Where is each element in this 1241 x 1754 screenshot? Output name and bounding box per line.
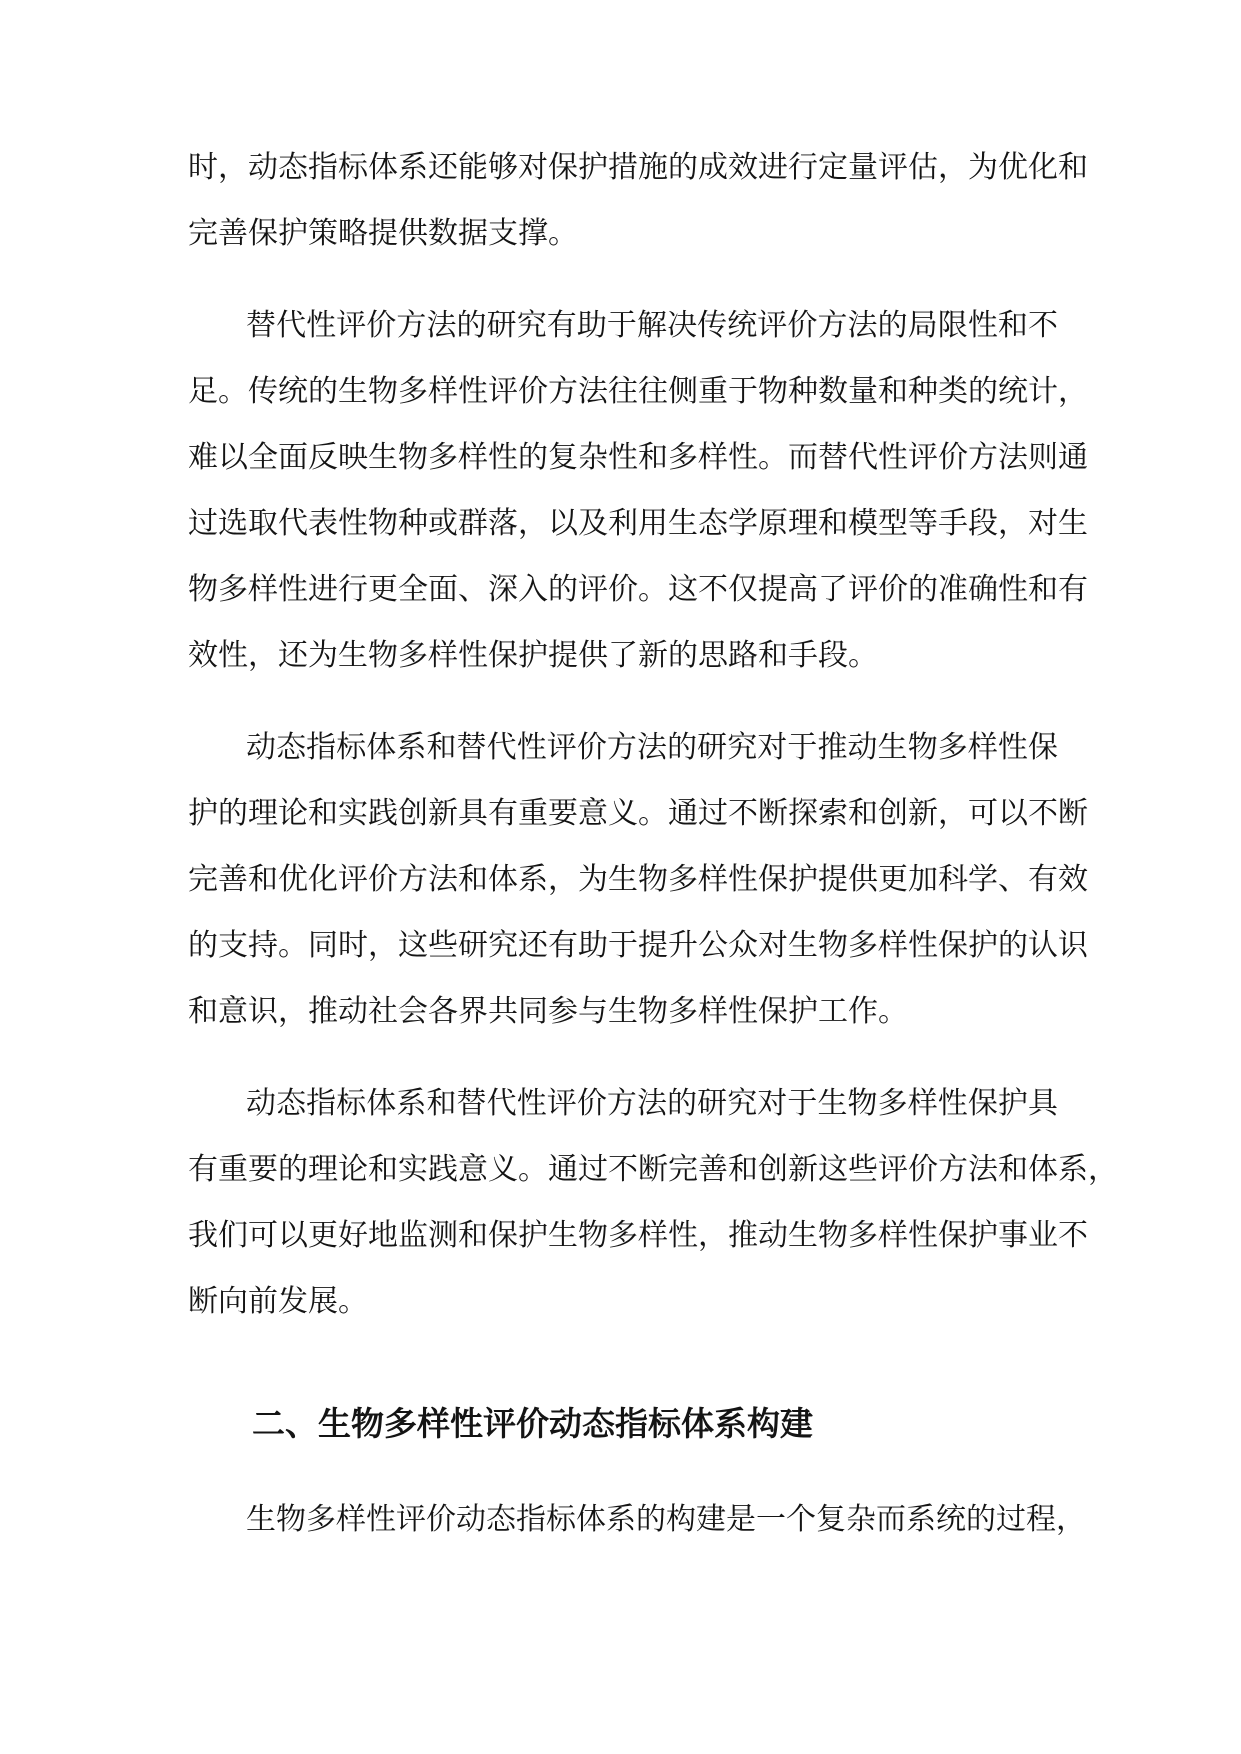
text-line: 时，动态指标体系还能够对保护措施的成效进行定量评估，为优化和 — [188, 150, 1088, 185]
text-line: 动态指标体系和替代性评价方法的研究对于生物多样性保护具 — [246, 1086, 1058, 1121]
text-line: 足。传统的生物多样性评价方法往往侧重于物种数量和种类的统计， — [188, 374, 1088, 409]
text-line: 我们可以更好地监测和保护生物多样性，推动生物多样性保护事业不 — [188, 1218, 1088, 1253]
paragraph-2 — [188, 293, 1088, 689]
text-line: 断向前发展。 — [188, 1284, 368, 1319]
text-line: 难以全面反映生物多样性的复杂性和多样性。而替代性评价方法则通 — [188, 440, 1088, 475]
text-line: 完善保护策略提供数据支撑。 — [188, 216, 578, 251]
text-line: 物多样性进行更全面、深入的评价。这不仅提高了评价的准确性和有 — [188, 572, 1088, 607]
text-line: 替代性评价方法的研究有助于解决传统评价方法的局限性和不 — [246, 308, 1058, 343]
paragraph-4 — [188, 1071, 1118, 1335]
text-line: 效性，还为生物多样性保护提供了新的思路和手段。 — [188, 638, 878, 673]
text-line: 过选取代表性物种或群落，以及利用生态学原理和模型等手段，对生 — [188, 506, 1088, 541]
paragraph-1 — [188, 135, 1088, 267]
text-line: 生物多样性评价动态指标体系的构建是一个复杂而系统的过程， — [246, 1502, 1086, 1537]
text-line: 动态指标体系和替代性评价方法的研究对于推动生物多样性保 — [246, 730, 1058, 765]
text-line: 完善和优化评价方法和体系，为生物多样性保护提供更加科学、有效 — [188, 862, 1088, 897]
section-heading: 二、生物多样性评价动态指标体系构建 — [252, 1404, 813, 1443]
text-line: 和意识，推动社会各界共同参与生物多样性保护工作。 — [188, 994, 908, 1029]
text-line: 护的理论和实践创新具有重要意义。通过不断探索和创新，可以不断 — [188, 796, 1088, 831]
paragraph-3 — [188, 715, 1088, 1045]
paragraph-5 — [188, 1487, 1086, 1553]
text-line: 有重要的理论和实践意义。通过不断完善和创新这些评价方法和体系， — [188, 1152, 1118, 1187]
document-page — [188, 135, 1118, 1553]
text-line: 的支持。同时，这些研究还有助于提升公众对生物多样性保护的认识 — [188, 928, 1088, 963]
